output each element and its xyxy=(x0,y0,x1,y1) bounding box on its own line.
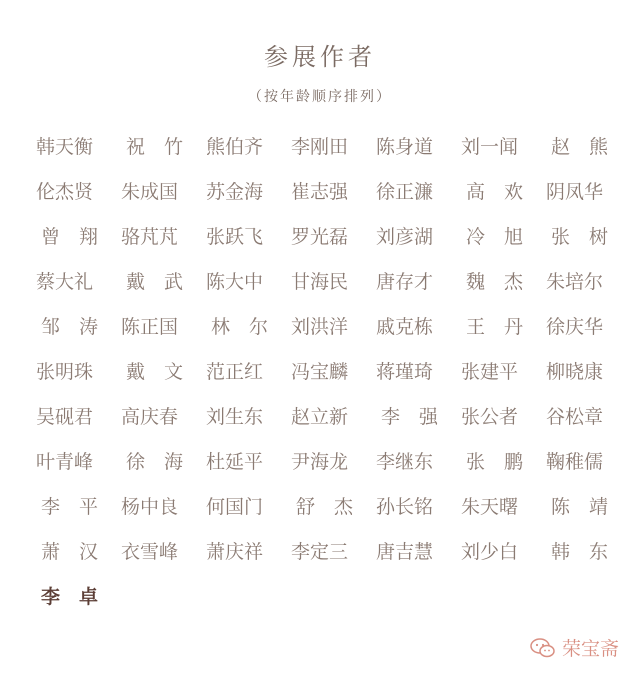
author-name: 唐吉慧 xyxy=(375,541,433,563)
author-name: 熊伯齐 xyxy=(205,136,263,158)
author-name: 陈身道 xyxy=(375,136,433,158)
name-row xyxy=(22,134,628,179)
author-name: 张建平 xyxy=(460,361,518,383)
author-name: 刘洪洋 xyxy=(290,316,348,338)
author-name: 杨中良 xyxy=(120,496,178,518)
author-name: 张跃飞 xyxy=(205,226,263,248)
author-name: 阴凤华 xyxy=(545,181,603,203)
author-name: 赵立新 xyxy=(290,406,348,428)
watermark xyxy=(530,634,619,661)
name-row xyxy=(22,449,622,494)
author-name: 鞠稚儒 xyxy=(545,451,603,473)
author-name: 戴武 xyxy=(126,271,203,293)
author-name: 韩东 xyxy=(551,541,628,563)
author-name: 高欢 xyxy=(466,181,543,203)
author-name: 戴文 xyxy=(126,361,203,383)
author-name: 骆芃芃 xyxy=(120,226,178,248)
author-name: 朱天曙 xyxy=(460,496,518,518)
author-name: 徐海 xyxy=(126,451,203,473)
author-name: 邹涛 xyxy=(41,316,118,338)
author-name: 甘海民 xyxy=(290,271,348,293)
author-name: 杜延平 xyxy=(205,451,263,473)
author-name: 尹海龙 xyxy=(290,451,348,473)
author-name: 魏杰 xyxy=(466,271,543,293)
author-name: 朱成国 xyxy=(120,181,178,203)
author-name: 祝竹 xyxy=(126,136,203,158)
author-name: 徐庆华 xyxy=(545,316,603,338)
author-name: 崔志强 xyxy=(290,181,348,203)
author-name-grid xyxy=(22,134,628,629)
author-name: 蔡大礼 xyxy=(35,271,93,293)
author-name: 冷旭 xyxy=(466,226,543,248)
author-name: 徐正濂 xyxy=(375,181,433,203)
name-row xyxy=(22,314,622,359)
author-name: 刘一闻 xyxy=(460,136,518,158)
name-row xyxy=(22,539,628,584)
author-name: 赵熊 xyxy=(551,136,628,158)
author-name: 谷松章 xyxy=(545,406,603,428)
author-name: 陈靖 xyxy=(551,496,628,518)
author-name: 孙长铭 xyxy=(375,496,433,518)
author-name: 范正红 xyxy=(205,361,263,383)
name-row xyxy=(22,269,622,314)
watermark-label: 荣宝斋 xyxy=(562,638,620,660)
author-name: 李强 xyxy=(381,406,458,428)
name-row xyxy=(22,224,628,269)
author-name: 衣雪峰 xyxy=(120,541,178,563)
author-name: 韩天衡 xyxy=(35,136,93,158)
author-name: 舒杰 xyxy=(296,496,373,518)
author-name: 冯宝麟 xyxy=(290,361,348,383)
author-name: 叶青峰 xyxy=(35,451,93,473)
author-name: 高庆春 xyxy=(120,406,178,428)
author-name: 林尔 xyxy=(211,316,288,338)
author-name: 曾翔 xyxy=(41,226,118,248)
author-name: 张树 xyxy=(551,226,628,248)
name-row xyxy=(22,494,628,539)
author-name: 刘彦湖 xyxy=(375,226,433,248)
author-name: 罗光磊 xyxy=(290,226,348,248)
author-name: 陈正国 xyxy=(120,316,178,338)
name-row xyxy=(22,359,622,404)
author-name: 唐存才 xyxy=(375,271,433,293)
author-name: 何国门 xyxy=(205,496,263,518)
author-name: 李继东 xyxy=(375,451,433,473)
author-name: 李卓 xyxy=(41,586,118,608)
page-subtitle: （按年龄顺序排列） xyxy=(248,89,392,105)
author-name: 柳晓康 xyxy=(545,361,603,383)
author-name: 蒋瑾琦 xyxy=(375,361,433,383)
author-name: 刘少白 xyxy=(460,541,518,563)
author-name: 陈大中 xyxy=(205,271,263,293)
author-name: 李平 xyxy=(41,496,118,518)
author-name: 苏金海 xyxy=(205,181,263,203)
author-name: 伦杰贤 xyxy=(35,181,93,203)
author-name: 王丹 xyxy=(466,316,543,338)
author-name: 张鹏 xyxy=(466,451,543,473)
author-name: 朱培尔 xyxy=(545,271,603,293)
name-row xyxy=(22,179,622,224)
wechat-icon xyxy=(530,638,556,658)
author-name: 戚克栋 xyxy=(375,316,433,338)
author-name: 张公者 xyxy=(460,406,518,428)
page-title: 参展作者 xyxy=(264,43,376,71)
author-name: 刘生东 xyxy=(205,406,263,428)
author-name: 吴砚君 xyxy=(35,406,93,428)
author-name: 萧汉 xyxy=(41,541,118,563)
author-name: 张明珠 xyxy=(35,361,93,383)
name-row xyxy=(22,584,622,629)
name-row xyxy=(22,404,622,449)
author-name: 李刚田 xyxy=(290,136,348,158)
author-name: 萧庆祥 xyxy=(205,541,263,563)
author-name: 李定三 xyxy=(290,541,348,563)
